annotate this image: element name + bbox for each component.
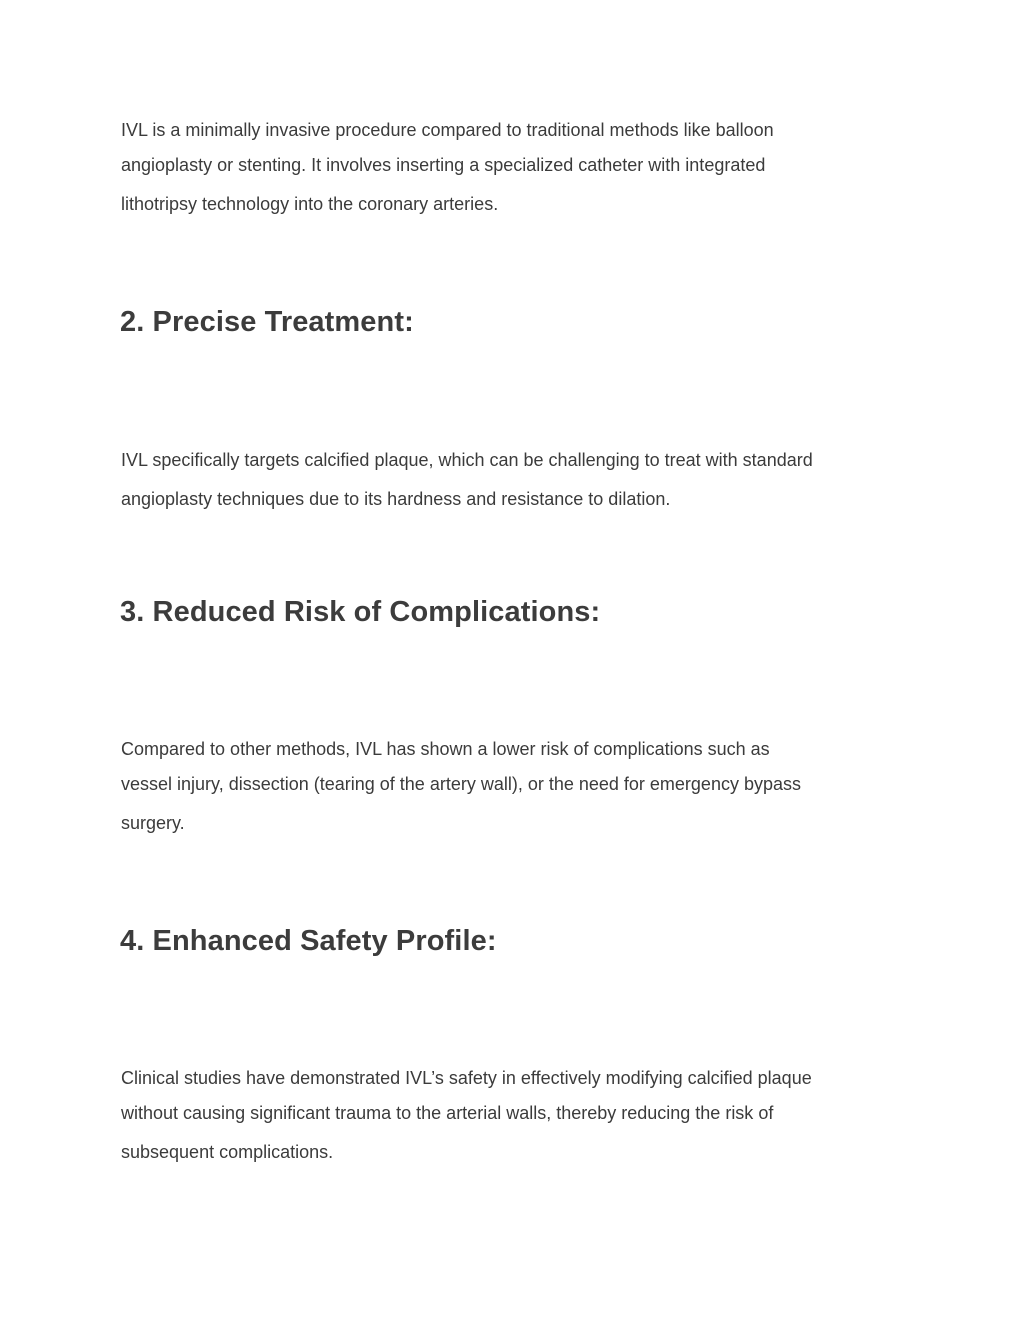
paragraph-line: without causing significant trauma to the arterial walls, thereby reducing the risk of — [121, 1103, 774, 1123]
heading-precise-treatment: 2. Precise Treatment: — [120, 306, 414, 338]
paragraph-line: subsequent complications. — [121, 1142, 334, 1162]
paragraph-line: Compared to other methods, IVL has shown a lower risk of complications such as — [121, 739, 770, 759]
heading-enhanced-safety: 4. Enhanced Safety Profile: — [120, 925, 497, 957]
paragraph-line: IVL specifically targets calcified plaque, which can be challenging to treat with standard — [121, 450, 813, 470]
paragraph-line: vessel injury, dissection (tearing of the artery wall), or the need for emergency bypass — [121, 774, 801, 794]
paragraph-line: IVL is a minimally invasive procedure compared to traditional methods like balloon — [121, 120, 774, 140]
paragraph-line: lithotripsy technology into the coronary arteries. — [121, 194, 499, 214]
paragraph-line: surgery. — [121, 813, 185, 833]
paragraph-line: angioplasty or stenting. It involves inserting a specialized catheter with integrated — [121, 155, 766, 175]
heading-reduced-risk: 3. Reduced Risk of Complications: — [120, 596, 601, 628]
paragraph-line: angioplasty techniques due to its hardness and resistance to dilation. — [121, 489, 671, 509]
paragraph-line: Clinical studies have demonstrated IVL’s safety in effectively modifying calcified plaque — [121, 1068, 812, 1088]
